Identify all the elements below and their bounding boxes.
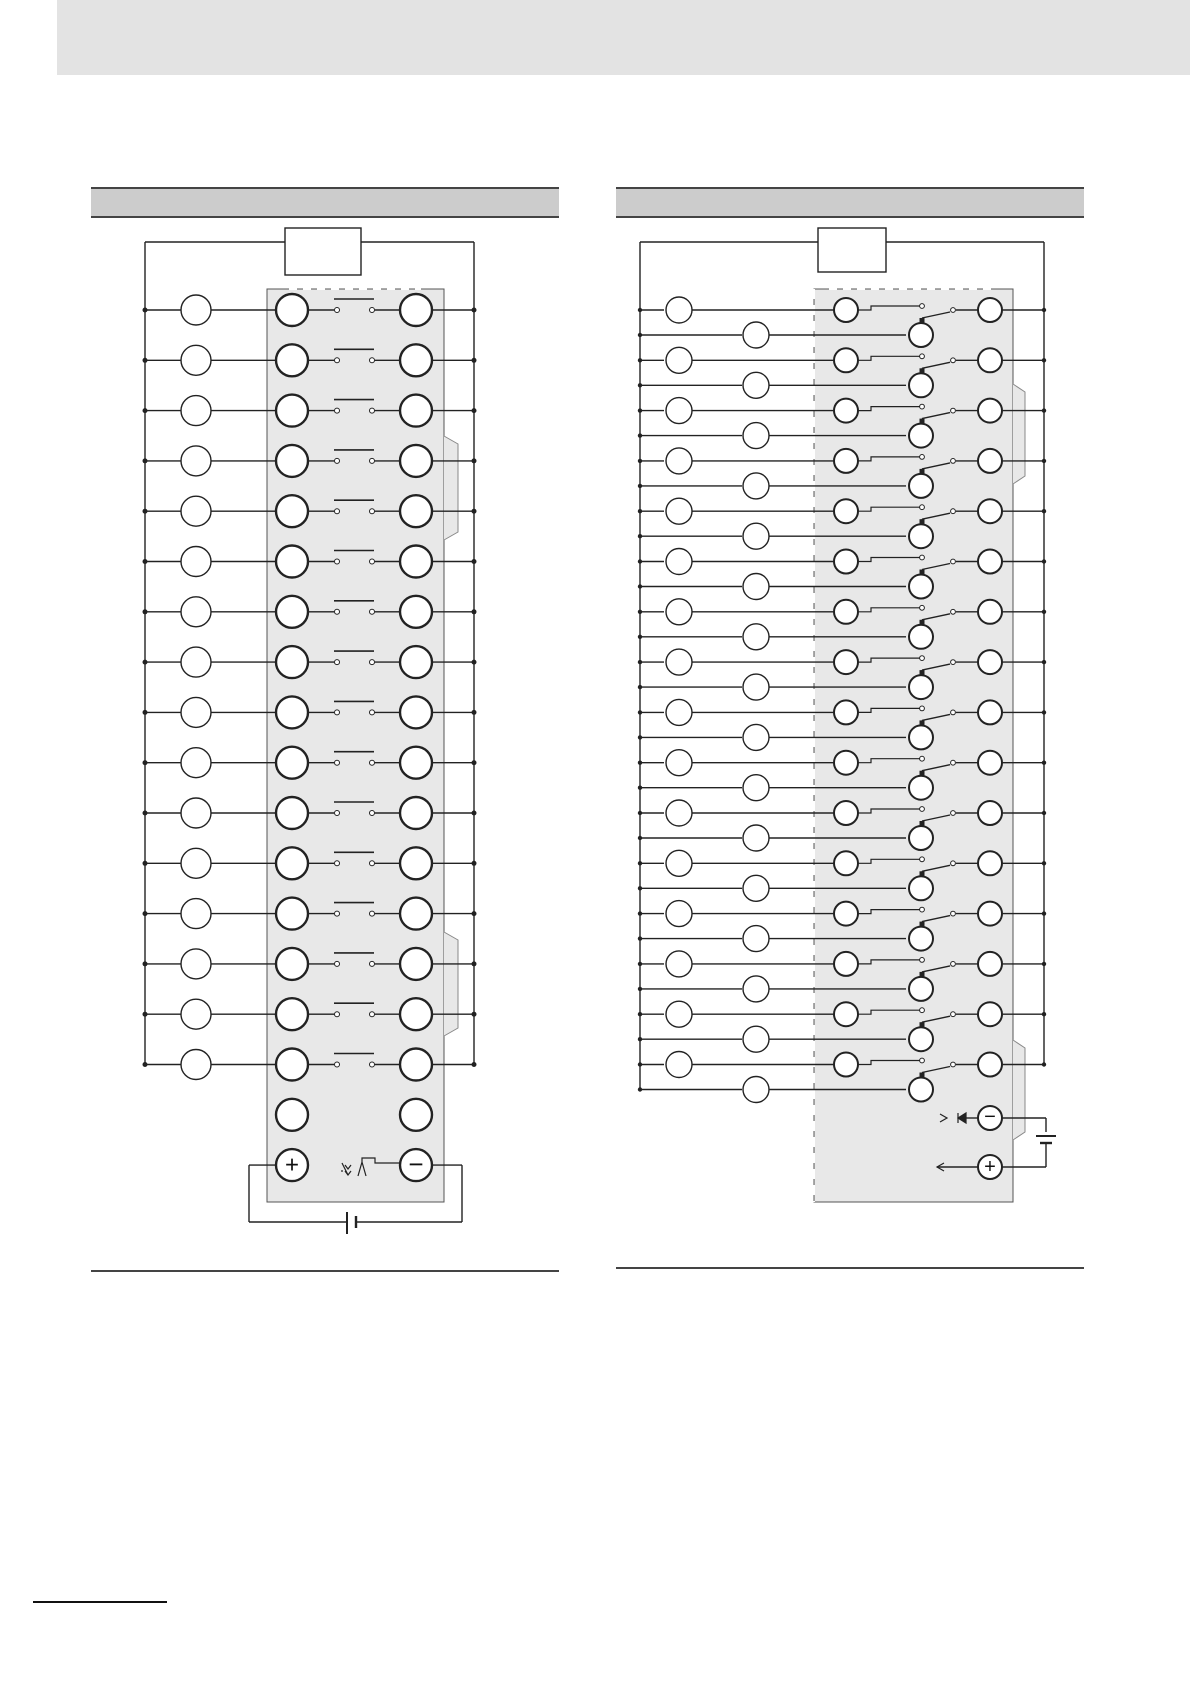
junction-dot [638,559,642,563]
junction-dot [638,1037,642,1041]
terminal [834,751,858,775]
junction-dot [472,408,477,413]
load-symbol [666,750,692,776]
terminal [400,797,432,829]
contact-point [920,857,925,862]
junction-dot [143,1012,148,1017]
load-symbol [666,347,692,373]
terminal [400,696,432,728]
load-symbol [181,798,211,828]
terminal [834,650,858,674]
load-symbol [743,1026,769,1052]
junction-dot [143,911,148,916]
load-symbol [666,498,692,524]
junction-dot [638,308,642,312]
junction-dot [638,962,642,966]
terminal [909,524,933,548]
junction-dot [638,635,642,639]
load-symbol [743,523,769,549]
load-symbol [181,647,211,677]
contact-point [920,1008,925,1013]
module-tab [1013,384,1025,484]
junction-dot [472,911,477,916]
terminal [978,851,1002,875]
junction-dot [143,660,148,665]
junction-dot [638,886,642,890]
terminal [276,898,308,930]
terminal [276,1099,308,1131]
terminal [978,348,1002,372]
contact-point [370,710,375,715]
terminal [400,1049,432,1081]
contact-point [951,861,956,866]
terminal [909,373,933,397]
terminal [834,1053,858,1077]
load-symbol [181,295,211,325]
contact-point [951,1012,956,1017]
load-symbol [743,775,769,801]
terminal [978,449,1002,473]
terminal [978,650,1002,674]
junction-dot [1042,1062,1046,1066]
terminal [978,298,1002,322]
terminal [276,596,308,628]
junction-dot [1042,408,1046,412]
load-symbol [666,1052,692,1078]
contact-point [370,408,375,413]
terminal [834,348,858,372]
terminal [276,747,308,779]
terminal [276,948,308,980]
junction-dot [1042,559,1046,563]
contact-point [370,911,375,916]
contact-point [370,660,375,665]
contact-point [920,304,925,309]
junction-dot [143,458,148,463]
junction-dot [1042,710,1046,714]
contact-point [335,358,340,363]
contact-point [335,861,340,866]
module-tab [444,932,458,1036]
junction-dot [143,559,148,564]
terminal [909,927,933,951]
terminal [400,948,432,980]
load-symbol [181,697,211,727]
terminal [834,499,858,523]
contact-point [951,911,956,916]
terminal [834,550,858,574]
load-symbol [666,951,692,977]
load-symbol [181,345,211,375]
terminal [400,445,432,477]
junction-dot [638,710,642,714]
load-symbol [743,624,769,650]
junction-dot [1042,459,1046,463]
contact-point [335,609,340,614]
junction-dot [143,760,148,765]
contact-point [335,458,340,463]
junction-dot [1042,610,1046,614]
load-symbol [666,800,692,826]
junction-dot [638,484,642,488]
junction-dot [472,308,477,313]
junction-dot [1042,811,1046,815]
terminal [978,1002,1002,1026]
junction-dot [1042,358,1046,362]
terminal [276,646,308,678]
contact-point [335,308,340,313]
terminal [276,546,308,578]
junction-dot [638,584,642,588]
contact-point [951,559,956,564]
load-symbol [181,748,211,778]
contact-point [920,807,925,812]
terminal [978,499,1002,523]
contact-point [951,459,956,464]
load-symbol [743,322,769,348]
module-tab [444,436,458,540]
contact-point [335,660,340,665]
contact-point [335,408,340,413]
contact-point [370,458,375,463]
contact-point [370,308,375,313]
contact-point [951,509,956,514]
terminal [276,495,308,527]
contact-point [370,861,375,866]
terminal [909,625,933,649]
contact-point [951,710,956,715]
load-symbol [181,848,211,878]
contact-point [951,1062,956,1067]
load-symbol [743,926,769,952]
junction-dot [472,1062,477,1067]
terminal [400,646,432,678]
load-symbol [743,724,769,750]
load-symbol [666,549,692,575]
contact-point [335,1012,340,1017]
terminal [400,898,432,930]
contact-point [335,509,340,514]
junction-dot [638,509,642,513]
load-symbol [666,901,692,927]
contact-point [920,605,925,610]
load-symbol [743,473,769,499]
left-wiring-diagram [143,228,477,1234]
junction-dot [638,987,642,991]
terminal [834,399,858,423]
junction-dot [472,358,477,363]
junction-dot [638,1062,642,1066]
junction-dot [638,761,642,765]
junction-dot [143,358,148,363]
contact-point [951,760,956,765]
terminal [276,847,308,879]
plus-symbol: + [284,1151,300,1179]
terminal [909,826,933,850]
contact-point [951,660,956,665]
terminal [276,696,308,728]
contact-point [951,358,956,363]
contact-point [920,958,925,963]
load-symbol [666,850,692,876]
junction-dot [1042,1012,1046,1016]
junction-dot [1042,861,1046,865]
junction-dot [638,333,642,337]
contact-point [920,706,925,711]
load-symbol [666,599,692,625]
load-symbol [181,899,211,929]
junction-dot [1042,308,1046,312]
terminal [276,1049,308,1081]
contact-point [920,354,925,359]
terminal [400,495,432,527]
minus-symbol: − [408,1149,424,1180]
load-symbol [743,875,769,901]
load-symbol [666,1001,692,1027]
junction-dot [638,836,642,840]
terminal [978,801,1002,825]
terminal [834,851,858,875]
junction-dot [638,1012,642,1016]
junction-dot [638,786,642,790]
junction-dot [638,861,642,865]
terminal [400,294,432,326]
terminal [400,546,432,578]
common-box [285,228,361,275]
contact-point [920,455,925,460]
contact-point [370,358,375,363]
common-box [818,228,886,272]
contact-point [335,559,340,564]
junction-dot [472,760,477,765]
left-panel-footer-rule [91,1270,559,1272]
terminal [909,675,933,699]
load-symbol [743,574,769,600]
terminal [834,902,858,926]
terminal [400,747,432,779]
junction-dot [1042,660,1046,664]
junction-dot [472,961,477,966]
load-symbol [181,496,211,526]
junction-dot [143,811,148,816]
terminal [400,998,432,1030]
junction-dot [143,961,148,966]
terminal [834,600,858,624]
junction-dot [1042,761,1046,765]
junction-dot [472,710,477,715]
contact-point [335,961,340,966]
terminal [909,474,933,498]
load-symbol [743,976,769,1002]
junction-dot [472,458,477,463]
terminal [978,902,1002,926]
junction-dot [638,408,642,412]
contact-point [951,408,956,413]
contact-point [951,308,956,313]
terminal [276,998,308,1030]
contact-point [370,609,375,614]
terminal [834,1002,858,1026]
junction-dot [472,861,477,866]
terminal [276,445,308,477]
contact-point [920,505,925,510]
terminal [400,847,432,879]
terminal [978,1053,1002,1077]
junction-dot [143,861,148,866]
junction-dot [143,609,148,614]
contact-point [951,962,956,967]
plus-symbol: + [984,1156,996,1178]
junction-dot [472,1012,477,1017]
terminal [909,1027,933,1051]
terminal [909,575,933,599]
junction-dot [472,509,477,514]
contact-point [335,760,340,765]
contact-point [951,609,956,614]
load-symbol [181,446,211,476]
contact-point [920,907,925,912]
contact-point [920,656,925,661]
contact-point [370,760,375,765]
page-footer-rule [33,1601,167,1603]
junction-dot [638,459,642,463]
module-tab [1013,1040,1025,1140]
load-symbol [181,597,211,627]
junction-dot [638,735,642,739]
load-symbol [181,949,211,979]
load-symbol [743,372,769,398]
terminal [834,449,858,473]
load-symbol [666,699,692,725]
terminal [909,424,933,448]
load-symbol [181,1050,211,1080]
terminal [276,395,308,427]
terminal [909,977,933,1001]
terminal [978,700,1002,724]
terminal [400,1099,432,1131]
junction-dot [472,660,477,665]
terminal [400,596,432,628]
junction-dot [638,383,642,387]
minus-symbol: − [984,1106,996,1128]
load-symbol [666,448,692,474]
contact-point [920,555,925,560]
junction-dot [143,710,148,715]
load-symbol [743,674,769,700]
junction-dot [143,1062,148,1067]
terminal [276,344,308,376]
junction-dot [143,509,148,514]
junction-dot [638,936,642,940]
terminal [276,797,308,829]
contact-point [370,961,375,966]
terminal [909,725,933,749]
terminal [834,952,858,976]
terminal [978,399,1002,423]
terminal [909,323,933,347]
terminal [978,952,1002,976]
contact-point [920,1058,925,1063]
load-symbol [666,649,692,675]
junction-dot [472,559,477,564]
junction-dot [638,610,642,614]
junction-dot [1042,509,1046,513]
junction-dot [638,911,642,915]
terminal [276,294,308,326]
terminal [400,395,432,427]
load-symbol [666,398,692,424]
junction-dot [638,534,642,538]
contact-point [951,811,956,816]
terminal [400,344,432,376]
terminal [909,876,933,900]
junction-dot [143,308,148,313]
load-symbol [743,423,769,449]
terminal [834,298,858,322]
terminal [978,550,1002,574]
junction-dot [472,811,477,816]
load-symbol [181,999,211,1029]
junction-dot [472,609,477,614]
junction-dot [638,1087,642,1091]
junction-dot [143,408,148,413]
junction-dot [638,660,642,664]
junction-dot [1042,962,1046,966]
junction-dot [1042,911,1046,915]
terminal [834,801,858,825]
contact-point [335,811,340,816]
load-symbol [666,297,692,323]
terminal [909,1078,933,1102]
load-symbol [743,825,769,851]
contact-point [920,404,925,409]
contact-point [370,811,375,816]
contact-point [370,1012,375,1017]
junction-dot [638,811,642,815]
contact-point [920,756,925,761]
load-symbol [743,1077,769,1103]
junction-dot [638,685,642,689]
load-symbol [181,547,211,577]
load-symbol [181,396,211,426]
contact-point [335,1062,340,1067]
terminal [978,751,1002,775]
terminal [909,776,933,800]
terminal [834,700,858,724]
junction-dot [638,433,642,437]
contact-point [335,710,340,715]
right-wiring-diagram [638,228,1056,1202]
contact-point [370,559,375,564]
right-panel-footer-rule [616,1267,1084,1269]
junction-dot [638,358,642,362]
contact-point [370,509,375,514]
contact-point [370,1062,375,1067]
terminal [978,600,1002,624]
contact-point [335,911,340,916]
